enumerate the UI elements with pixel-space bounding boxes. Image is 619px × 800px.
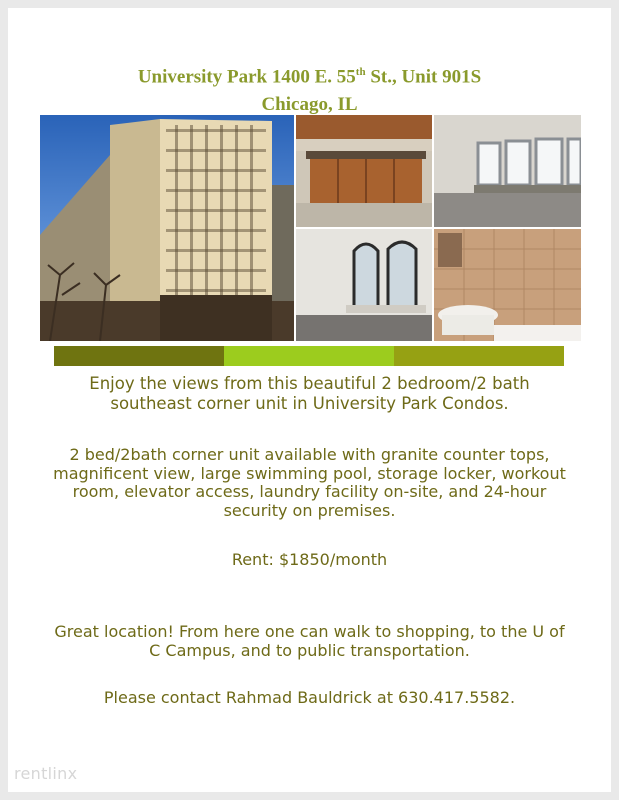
- title-address: University Park 1400 E. 55: [137, 66, 356, 88]
- kitchen-photo: [296, 115, 432, 227]
- building-photo: [40, 115, 294, 341]
- title-line-1: [8, 58, 611, 91]
- title-ordinal: th: [355, 66, 366, 78]
- color-bar-1: [54, 346, 224, 366]
- color-bar-2: [224, 346, 394, 366]
- bedroom-photo: [296, 229, 432, 341]
- bathroom-photo: [434, 229, 581, 341]
- color-bar-3: [394, 346, 564, 366]
- flyer-page: [8, 8, 611, 792]
- rent-text: Rent: $1850/month: [231, 550, 388, 569]
- living-room-photo: [434, 115, 581, 227]
- rentlinx-watermark: rentlinx: [14, 764, 78, 783]
- title-unit: St., Unit 901S: [365, 66, 482, 88]
- title-line-2: Chicago, IL: [261, 94, 358, 116]
- flyer-title: [8, 58, 611, 119]
- features-paragraph: 2 bed/2bath corner unit available with granite counter tops, magnificent view, large swimming pool, storage locker, workout room, elevator access, laundry facility on-site, and 24-hour security on premises.: [53, 445, 566, 520]
- location-paragraph: Great location! From here one can walk to shopping, to the U of C Campus, and to public transportation.: [54, 622, 565, 660]
- intro-paragraph: Enjoy the views from this beautiful 2 bedroom/2 bath southeast corner unit in University Park Condos.: [89, 374, 530, 413]
- photo-collage: [40, 115, 581, 341]
- contact-text: Please contact Rahmad Bauldrick at 630.417.5582.: [103, 688, 516, 707]
- color-bar-strip: [54, 346, 564, 366]
